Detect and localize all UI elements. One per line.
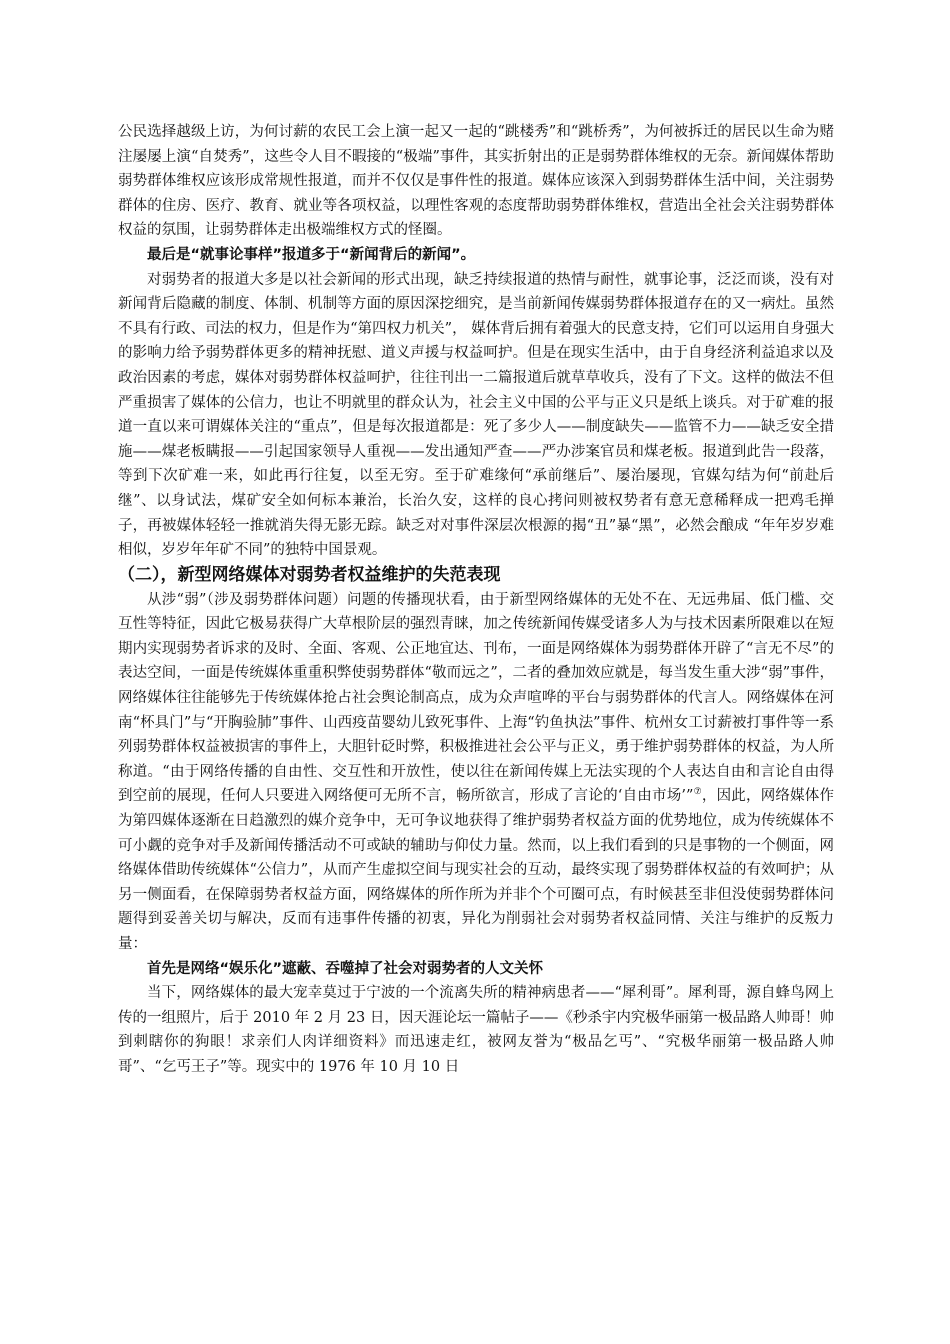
paragraph-network-media-part1: 从涉“弱”（涉及弱势群体问题）问题的传播现状看，由于新型网络媒体的无处不在、无远弗届、低门槛、交互性等特征，因此它极易获得广大草根阶层的强烈青睐，加之传统新闻传媒受诸多人为与技术因素所限难以在短期内实现弱势者诉求的及时、全面、客观、公正地宜达、刊布，一面是网络媒体为弱势群体开辟了“言无不尽”的表达空间，一面是传统媒体重重积弊使弱势群体“敬而远之”，二者的叠加效应就是，每当发生重大涉“弱”事件，网络媒体往往能够先于传统媒体抢占社会舆论制高点，成为众声喧哗的平台与弱势群体的代言人。网络媒体在河南“杯具门”与“开胸验肺”事件、山西疫苗婴幼儿致死事件、上海“钓鱼执法”事件、杭州女工讨薪被打事件等一系列弱势群体权益被损害的事件上，大胆针砭时弊，积极推进社会公平与正义，勇于维护弱势群体的权益，为人所称道。“由于网络传播的自由性、交互性和开放性，使以往在新闻传媒上无法实现的个人表达自由和言论自由得到空前的展现，任何人只要进入网络便可无所不言，畅所欲言，形成了言论的‘自由市场’” bbox=[118, 591, 834, 805]
footnote-marker: ⑦ bbox=[693, 787, 702, 798]
subheading-first-point: 首先是网络“娱乐化”遮蔽、吞噬掉了社会对弱势者的人文关怀 bbox=[147, 960, 544, 977]
paragraph-network-media-part2: ，因此，网络媒体作为第四媒体逐渐在日趋激烈的媒介竞争中，无可争议地获得了维护弱势者权益方面的优势地位，成为传统媒体不可小觑的竞争对手及新闻传播活动不可或缺的辅助与仰仗力量。然而，以上我们看到的只是事物的一个侧面，网络媒体借助传统媒体“公信力”，从而产生虚拟空间与现实社会的互动，最终实现了弱势群体权益的有效呵护；从另一侧面看，在保障弱势者权益方面，网络媒体的所作所为并非个个可圈可点，有时候甚至非但没使弱势群体问题得到妥善关切与解决，反而有违事件传播的初衷，异化为削弱社会对弱势者权益同情、关注与维护的反叛力量： bbox=[118, 788, 834, 952]
subheading-last-point: 最后是“就事论事样”报道多于“新闻背后的新闻”。 bbox=[147, 246, 476, 263]
paragraph-reporting-depth: 对弱势者的报道大多是以社会新闻的形式出现，缺乏持续报道的热情与耐性，就事论事，泛泛而谈，没有对新闻背后隐藏的制度、体制、机制等方面的原因深挖细究，是当前新闻传媒弱势群体报道存在的又一病灶。虽然不具有行政、司法的权力，但是作为“第四权力机关”， 媒体背后拥有着强大的民意支持，它们可以运用自身强大的影响力给予弱势群体更多的精神抚慰、道义声援与权益呵护。但是在现实生活中，由于自身经济利益追求以及政治因素的考虑，媒体对弱势群体权益呵护，往往刊出一二篇报道后就草草收兵，没有了下文。这样的做法不但严重损害了媒体的公信力，也让不明就里的群众认为，社会主义中国的公平与正义只是纸上谈兵。对于矿难的报道一直以来可谓媒体关注的“重点”，但是每次报道都是：死了多少人——制度缺失——监管不力——缺乏安全措施——煤老板瞒报——引起国家领导人重视——发出通知严查——严办涉案官员和煤老板。报道到此告一段落，等到下次矿难一来，如此再行往复，以至无穷。至于矿难缘何“承前继后”、屡治屡现，官媒勾结为何“前赴后继”、以身试法，煤矿安全如何标本兼治，长治久安，这样的良心拷问则被权势者有意无意稀释成一把鸡毛掸子，再被媒体轻轻一推就消失得无影无踪。缺乏对对事件深层次根源的揭“丑”暴“黑”，必然会酿成 “年年岁岁难相似，岁岁年年矿不同”的独特中国景观。 bbox=[118, 271, 834, 559]
paragraph-continued: 公民选择越级上访，为何讨薪的农民工会上演一起又一起的“跳楼秀”和“跳桥秀”，为何被拆迁的居民以生命为赌注屡屡上演“自焚秀”，这些令人目不暇接的“极端”事件，其实折射出的正是弱势群体维权的无奈。新闻媒体帮助弱势群体维权应该形成常规性报道，而并不仅仅是事件性的报道。媒体应该深入到弱势群体生活中间，关注弱势群体的住房、医疗、教育、就业等各项权益，以理性客观的态度帮助弱势群体维权，营造出全社会关注弱势群体权益的氛围，让弱势群体走出极端维权方式的怪圈。 bbox=[118, 124, 834, 239]
paragraph-network-media bbox=[118, 588, 834, 957]
document-body bbox=[118, 120, 834, 1080]
section-heading: （二），新型网络媒体对弱势者权益维护的失范表现 bbox=[118, 564, 501, 585]
paragraph-xili-ge: 当下，网络媒体的最大宠幸莫过于宁波的一个流离失所的精神病患者——“犀利哥”。犀利哥，源自蜂鸟网上传的一组照片，后于 2010 年 2 月 23 日，因天涯论坛一篇帖子——《秒杀宇内究极华丽第一极品路人帅哥！帅到刺瞎你的狗眼！求亲们人肉详细资料》而迅速走红，被网友誉为“极品乞丐”、“究极华丽第一极品路人帅哥”、“乞丐王子”等。现实中的 1976 年 10 月 10 日 bbox=[118, 985, 834, 1075]
